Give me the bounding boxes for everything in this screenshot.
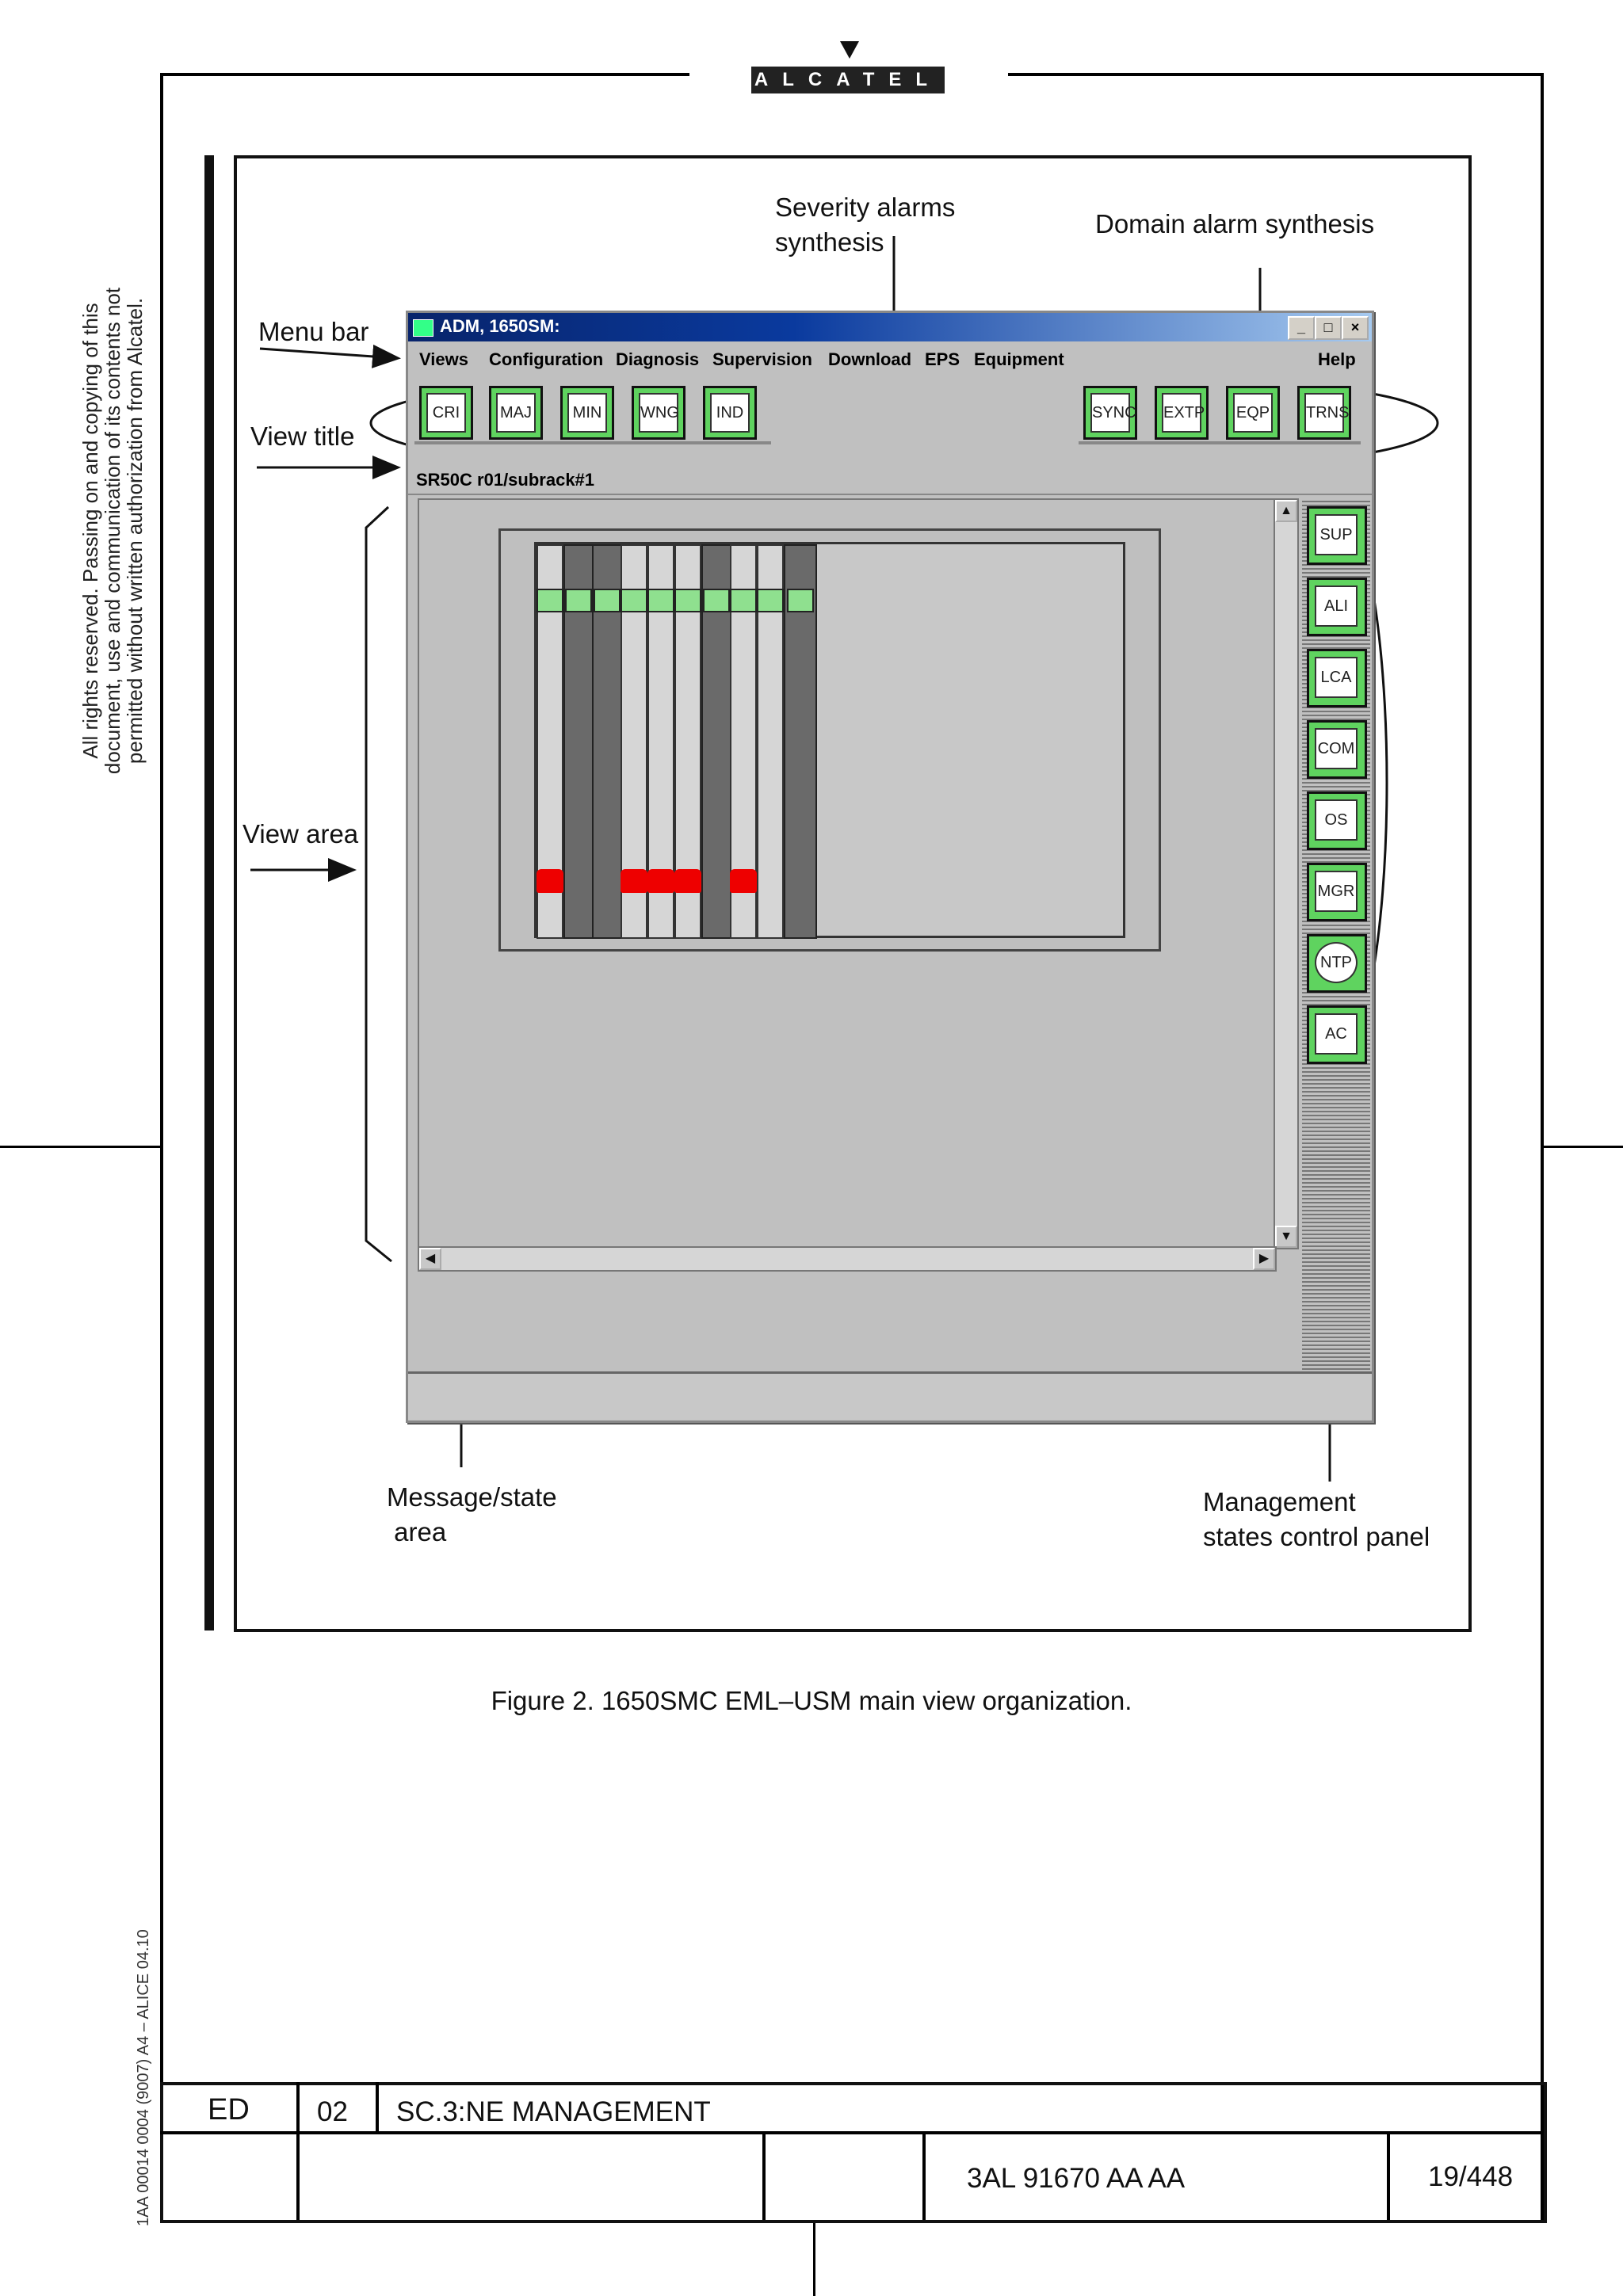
severity-maj-button[interactable]: MAJ [489, 386, 543, 440]
app-window [406, 311, 1374, 1423]
toolbar-underline-right [1079, 441, 1361, 444]
footer-col-4 [922, 2131, 926, 2220]
severity-wng-button[interactable]: WNG [632, 386, 685, 440]
maximize-button[interactable]: □ [1315, 316, 1342, 340]
menu-supervision[interactable]: Supervision [712, 349, 812, 369]
callout-menu-bar: Menu bar [258, 317, 369, 346]
mgmt-os-button[interactable]: OS [1307, 791, 1367, 850]
status-led [730, 589, 757, 612]
callout-severity: Severity alarms synthesis [775, 193, 956, 257]
domain-trns-button[interactable]: TRNS [1297, 386, 1351, 440]
view-separator [408, 494, 1372, 495]
horizontal-scrollbar[interactable] [418, 1246, 1277, 1272]
menu-download[interactable]: Download [828, 349, 912, 369]
view-title: SR50C r01/subrack#1 [416, 470, 595, 490]
mgmt-ac-button[interactable]: AC [1307, 1005, 1367, 1064]
scroll-left-icon[interactable]: ◀ [419, 1248, 441, 1270]
footer-ed-label: ED [208, 2093, 250, 2126]
status-led [787, 589, 814, 612]
mgmt-mgr-button[interactable]: MGR [1307, 863, 1367, 921]
footer-page: 19/448 [1428, 2161, 1514, 2192]
message-state-area [408, 1371, 1372, 1420]
footer-col-2 [376, 2082, 379, 2134]
lock-icon [621, 869, 647, 893]
callout-view-area: View area [242, 819, 359, 849]
status-led [594, 589, 621, 612]
scroll-down-icon[interactable]: ▼ [1275, 1226, 1297, 1248]
callout-message-area: Message/state area [387, 1482, 557, 1547]
mgmt-ali-button[interactable]: ALI [1307, 578, 1367, 636]
severity-ind-button[interactable]: IND [703, 386, 757, 440]
view-area [418, 498, 1275, 1248]
status-led [647, 589, 674, 612]
subrack[interactable] [498, 528, 1161, 952]
lock-icon [537, 869, 563, 893]
app-icon [413, 319, 433, 337]
footer-doc-ref: 3AL 91670 AA AA [967, 2163, 1186, 2194]
alarm-toolbar [408, 378, 1372, 449]
status-led [757, 589, 784, 612]
status-led [621, 589, 647, 612]
footer-col-5 [1387, 2131, 1390, 2220]
severity-min-button[interactable]: MIN [560, 386, 614, 440]
domain-sync-button[interactable]: SYNC [1083, 386, 1137, 440]
status-led [537, 589, 563, 612]
subrack-slots [534, 542, 1125, 938]
severity-cri-button[interactable]: CRI [419, 386, 473, 440]
footer-ed-value: 02 [317, 2096, 348, 2127]
callout-management-panel: Management states control panel [1203, 1487, 1430, 1551]
minimize-button[interactable]: _ [1288, 316, 1315, 340]
status-led [674, 589, 701, 612]
lock-icon [647, 869, 674, 893]
footer-col-3 [762, 2131, 766, 2220]
rights-notice: All rights reserved. Passing on and copying of this document, use and communication of its contents not permitted without written authorization from Alcatel. [78, 287, 147, 775]
domain-eqp-button[interactable]: EQP [1226, 386, 1280, 440]
footer-row-divider [160, 2131, 1544, 2134]
status-led [565, 589, 592, 612]
lock-icon [674, 869, 701, 893]
menu-configuration[interactable]: Configuration [489, 349, 604, 369]
scroll-up-icon[interactable]: ▲ [1275, 500, 1297, 522]
menu-bar [408, 343, 1372, 375]
alcatel-logo: ALCATEL [751, 67, 945, 93]
vertical-scrollbar[interactable] [1274, 498, 1299, 1249]
mgmt-com-button[interactable]: COM [1307, 720, 1367, 779]
footer-col-1 [296, 2082, 300, 2220]
mgmt-lca-button[interactable]: LCA [1307, 649, 1367, 707]
close-icon[interactable]: × [1342, 316, 1369, 340]
callout-view-title: View title [250, 421, 355, 451]
title-bar [408, 313, 1372, 341]
figure-caption: Figure 2. 1650SMC EML–USM main view organization. [491, 1686, 1132, 1715]
form-reference: 1AA 00014 0004 (9007) A4 – ALICE 04.10 [135, 1929, 152, 2226]
lock-icon [730, 869, 757, 893]
callout-domain: Domain alarm synthesis [1095, 209, 1375, 238]
management-panel [1302, 498, 1370, 1370]
menu-help[interactable]: Help [1318, 349, 1356, 369]
menu-equipment[interactable]: Equipment [974, 349, 1064, 369]
mgmt-ntp-button[interactable]: NTP [1307, 934, 1367, 993]
menu-views[interactable]: Views [419, 349, 468, 369]
toolbar-underline-left [414, 441, 771, 444]
mgmt-sup-button[interactable]: SUP [1307, 506, 1367, 565]
footer-table [160, 2082, 1547, 2223]
domain-extp-button[interactable]: EXTP [1155, 386, 1209, 440]
menu-diagnosis[interactable]: Diagnosis [616, 349, 700, 369]
window-title: ADM, 1650SM: [440, 316, 560, 336]
status-led [703, 589, 730, 612]
footer-section: SC.3:NE MANAGEMENT [396, 2096, 711, 2127]
menu-eps[interactable]: EPS [925, 349, 960, 369]
scroll-right-icon[interactable]: ▶ [1253, 1248, 1275, 1270]
